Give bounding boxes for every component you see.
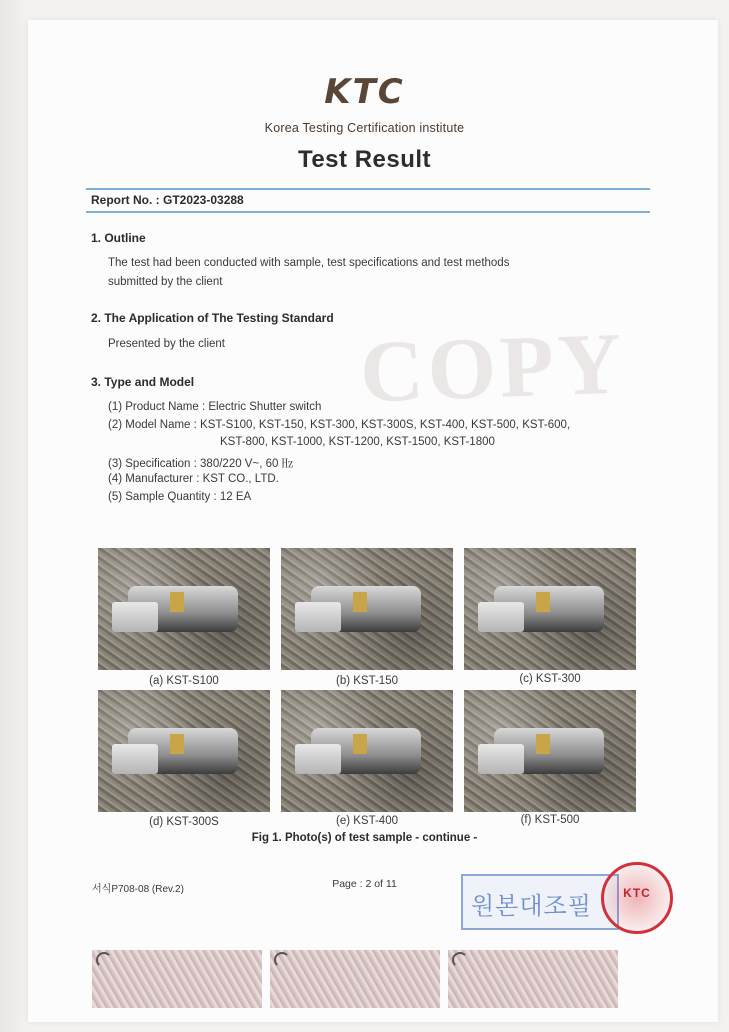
sample-photo-kst-s100 [98,548,270,670]
outline-text-line2: submitted by the client [108,276,223,288]
manufacturer: (4) Manufacturer : KST CO., LTD. [108,473,279,485]
specification: (3) Specification : 380/220 V~, 60 ㎐ [108,458,294,470]
stamp-text: 원본대조필 [471,892,592,920]
sample-photo-kst-300s [98,690,270,812]
form-number: 서식P708-08 (Rev.2) [92,884,184,895]
ktc-logo-mark: KTC [324,72,405,112]
outline-text-line1: The test had been conducted with sample, test specifications and test methods [108,257,510,269]
sample-photo-kst-150 [281,548,453,670]
section-type-heading: 3. Type and Model [91,375,195,389]
seal-text: KTC [623,886,651,900]
page-title: Test Result [297,146,432,173]
sample-quantity: (5) Sample Quantity : 12 EA [108,491,252,503]
original-verified-stamp [461,874,619,930]
security-strip [448,950,618,1008]
model-name-line2: KST-800, KST-1000, KST-1200, KST-1500, KST-1800 [220,436,495,448]
sample-photo-kst-400 [281,690,453,812]
photo-caption: (f) KST-500 [520,814,580,826]
model-name-line1: (2) Model Name : KST-S100, KST-150, KST-300, KST-300S, KST-400, KST-500, KST-600, [108,419,571,431]
report-number: Report No. : GT2023-03288 [91,193,244,207]
photo-caption: (c) KST-300 [519,673,581,685]
security-strip [270,950,440,1008]
product-name: (1) Product Name : Electric Shutter switch [108,401,322,413]
photo-caption: (b) KST-150 [336,675,398,687]
photo-caption: (d) KST-300S [149,816,219,828]
standard-text: Presented by the client [108,338,225,350]
institute-name: Korea Testing Certification institute [264,121,465,135]
copy-watermark: COPY [358,315,627,422]
sample-photo-kst-300 [464,548,636,670]
official-seal [601,862,673,934]
header-rule-bottom [86,211,650,213]
sample-photo-kst-500 [464,690,636,812]
photo-caption: (e) KST-400 [336,815,398,827]
section-outline-heading: 1. Outline [91,231,146,245]
page-number: Page : 2 of 11 [332,878,397,890]
section-standard-heading: 2. The Application of The Testing Standard [91,311,334,325]
security-strip [92,950,262,1008]
figure-caption: Fig 1. Photo(s) of test sample - continue - [251,832,478,844]
photo-caption: (a) KST-S100 [149,675,219,687]
ktc-logo [0,72,729,112]
header-rule-top [86,188,650,190]
